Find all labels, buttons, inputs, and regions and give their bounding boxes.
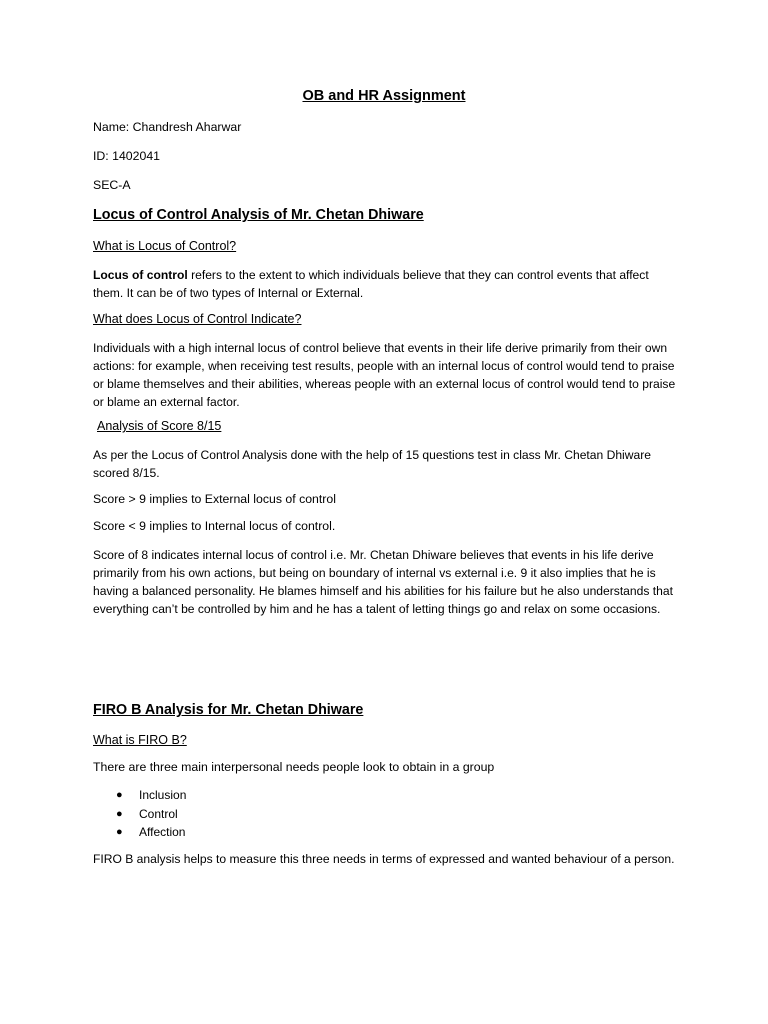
firo-summary: FIRO B analysis helps to measure this three needs in terms of expressed and wanted behaviour of a person. <box>93 852 675 866</box>
locus-definition-term: Locus of control <box>93 268 188 282</box>
bullet-icon: ● <box>116 789 123 801</box>
locus-question-what: What is Locus of Control? <box>93 239 237 253</box>
analysis-text: As per the Locus of Control Analysis done with the help of 15 questions test in class Mr. Chetan Dhiware scored 8/15. <box>93 448 651 480</box>
need-label: Control <box>139 806 178 821</box>
firo-question: What is FIRO B? <box>93 733 187 747</box>
bullet-icon: ● <box>116 826 123 838</box>
assignment-title: OB and HR Assignment <box>302 88 466 104</box>
firo-heading: FIRO B Analysis for Mr. Chetan Dhiware <box>93 702 364 718</box>
need-label: Affection <box>139 825 186 839</box>
locus-definition-rest: refers to the extent to which individuals believe that they can control events that affect them. It can be of two types of Internal or External. <box>93 268 649 300</box>
needs-list <box>93 786 186 842</box>
firo-intro: There are three main interpersonal needs people look to obtain in a group <box>93 760 495 774</box>
analysis-conclusion: Score of 8 indicates internal locus of control i.e. Mr. Chetan Dhiware believes that events in his life derive primarily from his own actions, but being on boundary of internal vs external i.e. 9 it also implies that he is having a balanced personality. He blames himself and his abilities for his failure but he also understands that everything can’t be controlled by him and he has a talent of letting things go and relax on some occasions. <box>93 548 673 616</box>
need-label: Inclusion <box>139 788 187 802</box>
score-external-rule: Score > 9 implies to External locus of control <box>93 492 336 506</box>
list-item <box>93 805 186 824</box>
student-name: Name: Chandresh Aharwar <box>93 120 242 134</box>
locus-question-indicate: What does Locus of Control Indicate? <box>93 312 302 326</box>
locus-indicate-text: Individuals with a high internal locus of control believe that events in their life derive primarily from their own actions: for example, when receiving test results, people with an internal locus of control would tend to praise or blame themselves and their abilities, whereas people with an external locus of control would tend to praise or blame an external factor. <box>93 341 676 409</box>
analysis-heading: Analysis of Score 8/15 <box>97 419 222 433</box>
bullet-icon: ● <box>116 807 123 820</box>
locus-heading: Locus of Control Analysis of Mr. Chetan Dhiware <box>93 207 424 223</box>
list-item <box>93 786 186 805</box>
locus-definition <box>93 266 678 302</box>
list-item <box>93 823 186 842</box>
score-internal-rule: Score < 9 implies to Internal locus of control. <box>93 519 336 533</box>
student-id: ID: 1402041 <box>93 149 161 163</box>
student-section: SEC-A <box>93 178 131 192</box>
